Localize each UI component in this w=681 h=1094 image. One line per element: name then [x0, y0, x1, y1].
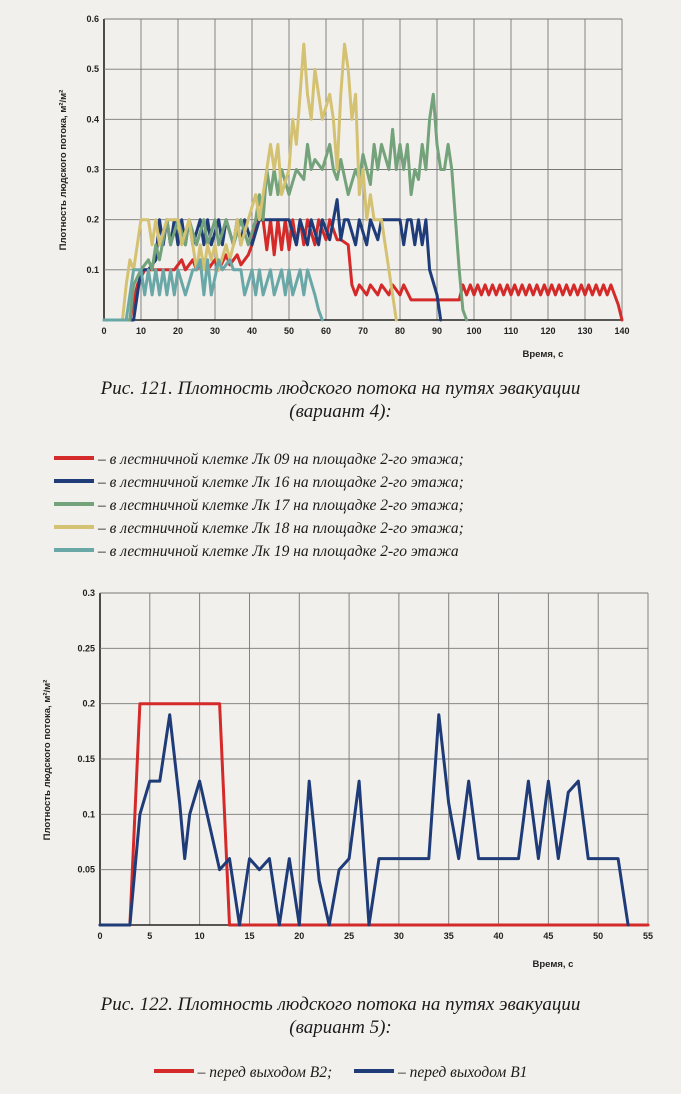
chart2-x-tick: 20: [294, 931, 305, 941]
chart2-x-tick: 35: [443, 931, 454, 941]
chart2-y-tick: 0.15: [77, 754, 95, 764]
chart1-ylabel: Плотность людского потока, м²/м²: [58, 89, 69, 251]
chart1-x-tick: 80: [394, 326, 406, 336]
chart2-x-tick: 55: [642, 931, 654, 941]
chart2-x-tick: 40: [493, 931, 504, 941]
legend-121-text-4: – в лестничной клетке Лк 19 на площадке 2-го этажа: [98, 543, 459, 560]
chart1-x-tick: 40: [246, 326, 258, 336]
chart1-x-tick: 60: [320, 326, 332, 336]
chart2-x-tick: 0: [97, 931, 103, 941]
chart1-y-tick: 0.4: [86, 114, 99, 125]
legend-122-text-1: – перед выходом В1: [397, 1064, 528, 1081]
chart2-x-tick: 25: [344, 931, 355, 941]
chart1-x-tick: 0: [101, 326, 107, 336]
legend-121-item-2: [54, 496, 464, 516]
legend-121-text-1: – в лестничной клетке Лк 16 на площадке 2-го этажа;: [98, 474, 464, 491]
chart1-y-tick: 0.2: [86, 214, 99, 225]
legend-121-swatch-1: [54, 479, 94, 483]
caption-121: Рис. 121. Плотность людского потока на путях эвакуации (вариант 4):: [100, 378, 581, 422]
legend-122: [0, 1064, 681, 1082]
chart2-y-tick: 0.05: [77, 864, 95, 875]
chart1-x-tick: 100: [466, 326, 482, 336]
chart2-series-1: [100, 715, 628, 925]
chart2-plot: [77, 588, 653, 941]
chart2-x-tick: 15: [244, 931, 255, 941]
legend-121-swatch-0: [54, 456, 94, 460]
chart1-y-tick: 0.6: [86, 14, 99, 24]
chart2-x-tick: 30: [393, 931, 404, 941]
chart2-x-tick: 5: [147, 931, 153, 941]
chart1-y-tick: 0.1: [86, 264, 99, 275]
chart1-x-tick: 140: [614, 326, 630, 336]
chart2-y-tick: 0.1: [82, 809, 95, 820]
chart1-x-tick: 20: [172, 326, 184, 336]
legend-121-swatch-3: [54, 525, 94, 529]
chart1-y-tick: 0.5: [86, 64, 99, 75]
chart2-x-tick: 45: [543, 931, 554, 941]
chart2-y-tick: 0.25: [77, 643, 95, 654]
chart-121: [0, 0, 681, 375]
chart2-x-tick: 50: [593, 931, 604, 941]
legend-122-swatch-0: [154, 1069, 194, 1073]
chart1-x-tick: 120: [540, 326, 556, 336]
chart2-ylabel: Плотность людского потока, м²/м²: [42, 679, 53, 841]
chart1-plot: [86, 14, 629, 336]
legend-121-swatch-4: [54, 548, 94, 552]
legend-121-item-4: [54, 542, 459, 562]
legend-122-swatch-1: [354, 1069, 394, 1073]
legend-121-swatch-2: [54, 502, 94, 506]
legend-121-text-3: – в лестничной клетке Лк 18 на площадке 2-го этажа;: [98, 520, 464, 537]
chart2-xlabel: Время, с: [532, 959, 574, 970]
chart1-x-tick: 50: [283, 326, 295, 336]
chart1-x-tick: 10: [135, 326, 147, 336]
chart1-x-tick: 30: [209, 326, 221, 336]
chart1-x-tick: 130: [577, 326, 593, 336]
legend-122-text-0: – перед выходом В2;: [197, 1064, 333, 1081]
legend-121-item-1: [54, 473, 464, 493]
chart2-y-tick: 0.3: [82, 588, 95, 598]
chart1-x-tick: 90: [431, 326, 443, 336]
chart2-x-tick: 10: [194, 931, 205, 941]
legend-121-item-0: [54, 450, 464, 470]
chart-122: [0, 580, 681, 985]
chart1-y-tick: 0.3: [86, 164, 99, 175]
chart1-x-tick: 110: [503, 326, 519, 336]
legend-121-item-3: [54, 519, 464, 539]
chart1-x-tick: 70: [357, 326, 369, 336]
chart1-xlabel: Время, с: [522, 349, 564, 360]
legend-121-text-0: – в лестничной клетке Лк 09 на площадке 2-го этажа;: [98, 451, 464, 468]
legend-121-text-2: – в лестничной клетке Лк 17 на площадке 2-го этажа;: [98, 497, 464, 514]
caption-122: Рис. 122. Плотность людского потока на путях эвакуации (вариант 5):: [100, 994, 581, 1038]
chart2-y-tick: 0.2: [82, 698, 95, 709]
